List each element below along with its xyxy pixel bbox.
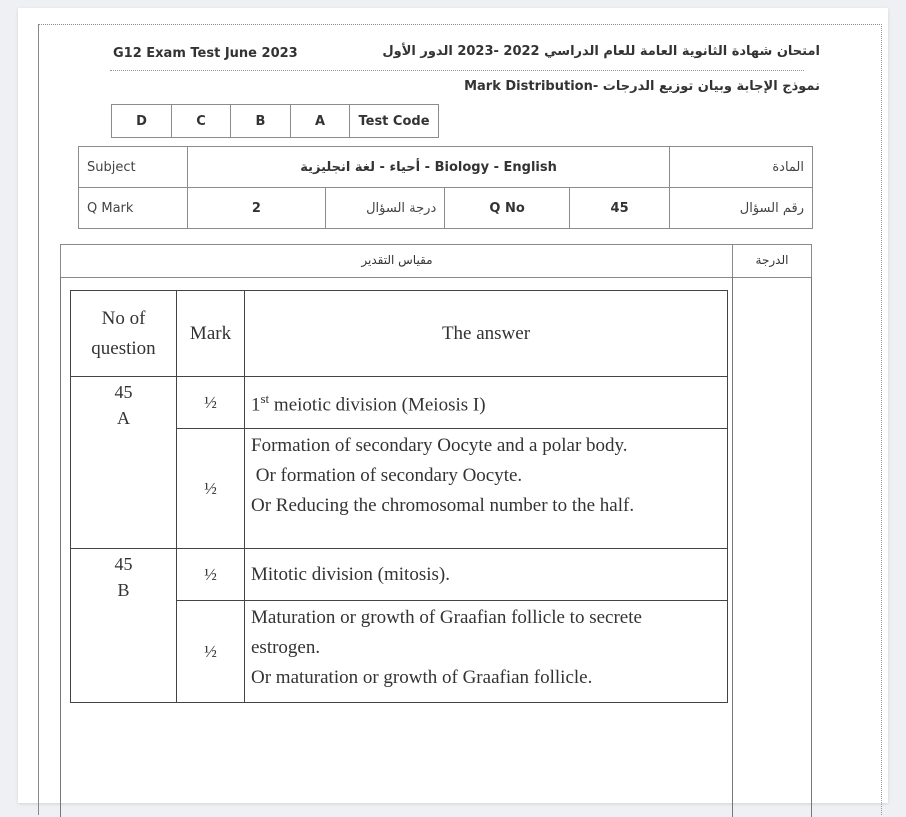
answer-line: meiotic division (Meiosis I)	[269, 394, 486, 416]
subject-label-arabic: المادة	[670, 147, 813, 188]
mark-cell: ½	[177, 601, 245, 703]
col-header-mark: Mark	[177, 291, 245, 377]
col-header-answer: The answer	[245, 291, 728, 377]
grading-scale-title: مقياس التقدير	[361, 253, 433, 267]
table-row	[71, 549, 728, 601]
mark-distribution-subtitle: نموذج الإجابة وبيان توزيع الدرجات -Mark Distribution	[464, 79, 820, 94]
answer-cell	[245, 601, 728, 703]
answer-line: Maturation or growth of Graafian follicle to secrete	[251, 607, 642, 628]
answer-line: Or formation of secondary Oocyte.	[251, 465, 523, 486]
table-row	[71, 377, 728, 429]
q-no-value: 45	[569, 188, 669, 229]
answer-line: Or maturation or growth of Graafian follicle.	[251, 667, 593, 688]
answer-ordinal-suffix: st	[260, 391, 270, 407]
q-no-label: Q No	[445, 188, 570, 229]
answer-cell	[245, 429, 728, 549]
test-code-option-d: D	[112, 105, 172, 138]
answer-line: Or Reducing the chromosomal number to the half.	[251, 495, 635, 516]
test-code-option-c: C	[172, 105, 231, 138]
mark-cell: ½	[177, 429, 245, 549]
exam-title: G12 Exam Test June 2023	[113, 46, 298, 61]
q-no-label-arabic: رقم السؤال	[670, 188, 813, 229]
mark-cell: ½	[177, 377, 245, 429]
subject-label: Subject	[79, 147, 188, 188]
col-header-no-of-line2: question	[91, 337, 156, 359]
arabic-exam-title: امتحان شهادة الثانوية العامة للعام الدراسي 2022 -2023 الدور الأول	[382, 44, 820, 59]
answer-cell	[245, 377, 728, 429]
grading-scale-header	[60, 244, 812, 278]
subject-info-table	[78, 146, 813, 229]
answer-table	[70, 290, 728, 703]
answer-line: Formation of secondary Oocyte and a polar body.	[251, 435, 628, 456]
answer-ordinal: 1	[251, 394, 261, 416]
answer-table-header-row	[71, 291, 728, 377]
question-part: A	[117, 408, 130, 428]
q-mark-label: Q Mark	[79, 188, 188, 229]
question-number: 45	[114, 382, 133, 402]
col-header-no-of-question	[71, 291, 177, 377]
question-part: B	[117, 580, 130, 600]
mark-cell: ½	[177, 549, 245, 601]
answer-cell: Mitotic division (mitosis).	[245, 549, 728, 601]
header-divider	[110, 70, 804, 71]
test-code-table	[111, 104, 439, 138]
q-mark-label-arabic: درجة السؤال	[325, 188, 444, 229]
col-header-no-of-line1: No of	[101, 307, 146, 329]
question-number: 45	[114, 554, 133, 574]
subject-value: أحياء - لغة انجليزية - Biology - English	[187, 147, 669, 188]
left-border-line	[60, 277, 61, 817]
answer-line: estrogen.	[251, 637, 321, 658]
question-number-cell	[71, 377, 177, 549]
grade-column-divider	[732, 277, 733, 817]
test-code-option-a: A	[291, 105, 350, 138]
question-number-cell	[71, 549, 177, 703]
q-mark-value: 2	[187, 188, 325, 229]
test-code-option-b: B	[231, 105, 291, 138]
test-code-label: Test Code	[350, 105, 439, 138]
right-border-line	[811, 277, 812, 817]
grade-column-header: الدرجة	[732, 245, 811, 277]
